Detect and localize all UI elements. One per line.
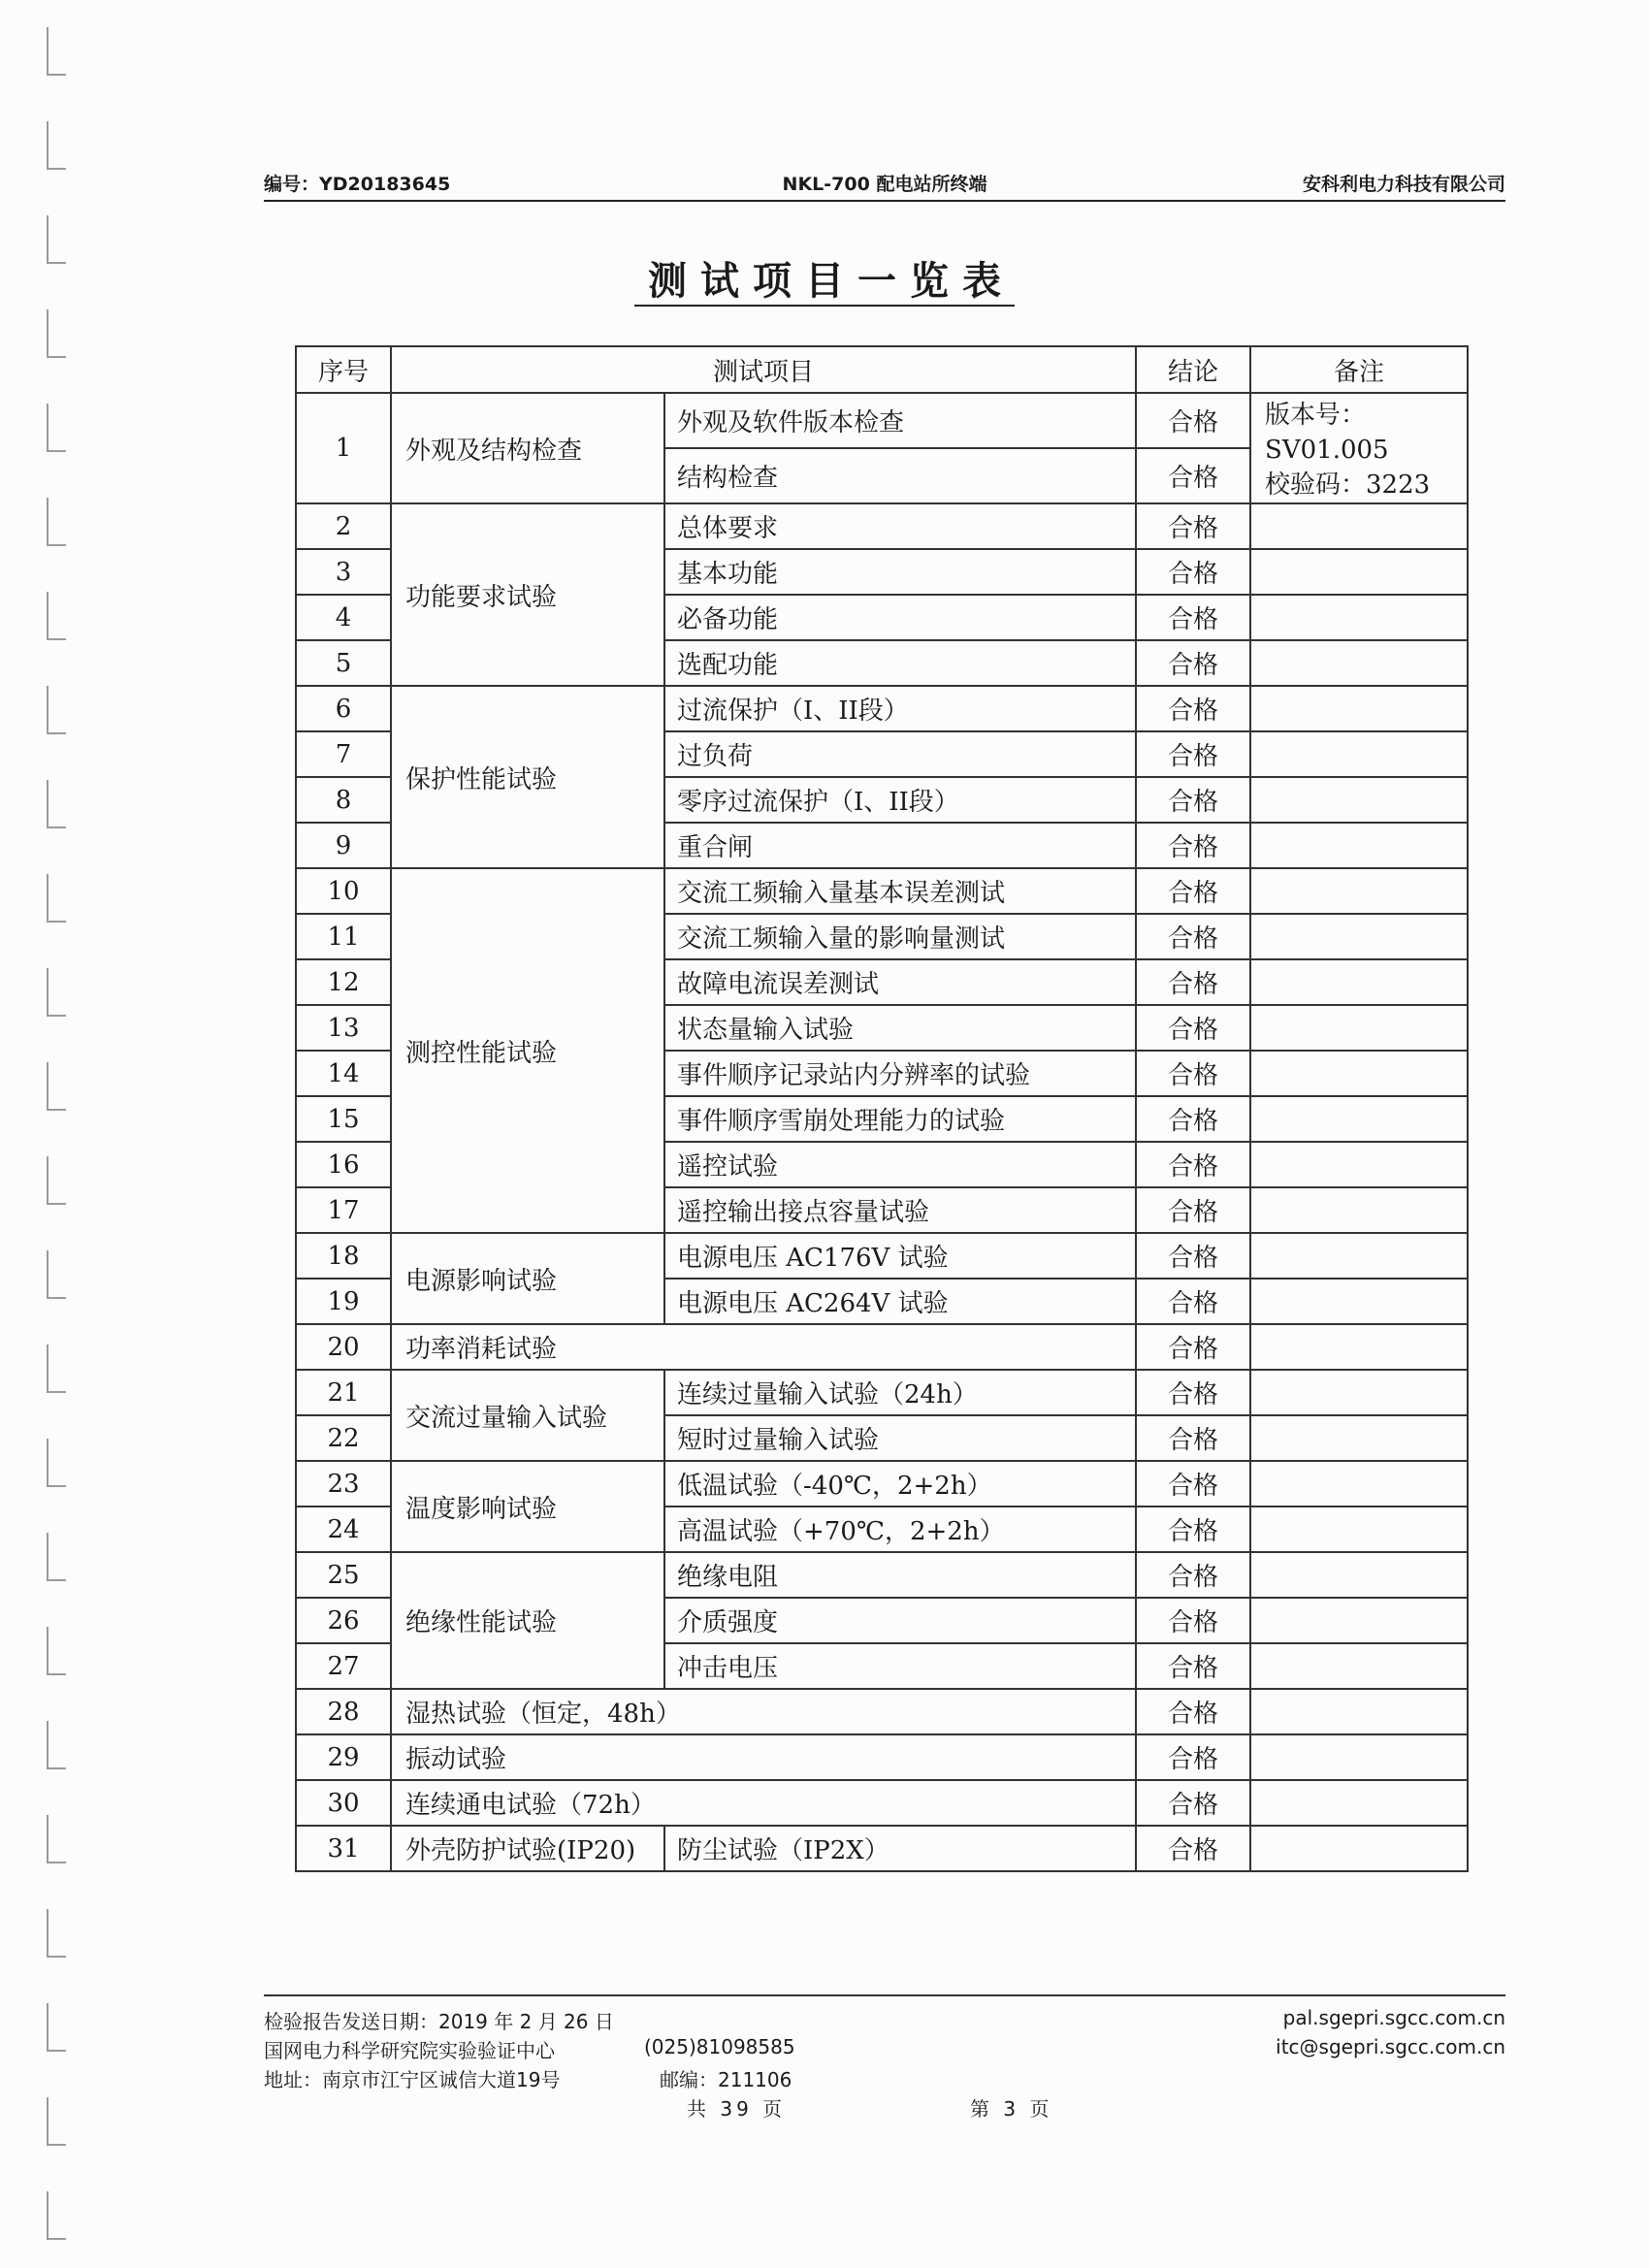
result-cell: 合格 [1136, 1187, 1250, 1233]
remark-cell [1250, 1142, 1468, 1187]
lab-name: 国网电力科学研究院实验验证中心 [264, 2039, 555, 2062]
table-row [296, 1370, 1468, 1415]
table-row [296, 1734, 1468, 1780]
row-number: 26 [296, 1598, 391, 1643]
total-pages: 共 39 页 [687, 2097, 787, 2121]
binding-mark [47, 27, 66, 76]
result-cell: 合格 [1136, 1279, 1250, 1324]
test-subitem: 防尘试验（IP2X） [664, 1826, 1136, 1871]
row-number: 30 [296, 1780, 391, 1826]
row-number: 11 [296, 914, 391, 959]
page-title: 测试项目一览表 [0, 250, 1649, 306]
test-subitem: 选配功能 [664, 640, 1136, 686]
test-subitem: 过负荷 [664, 731, 1136, 777]
page-number: 第 3 页 [970, 2097, 1053, 2121]
row-number: 1 [296, 393, 391, 503]
row-number: 20 [296, 1324, 391, 1370]
result-cell: 合格 [1136, 1005, 1250, 1051]
result-cell: 合格 [1136, 1096, 1250, 1142]
result-cell: 合格 [1136, 549, 1250, 595]
send-date: 检验报告发送日期：2019 年 2 月 26 日 [264, 2010, 614, 2033]
result-cell: 合格 [1136, 823, 1250, 868]
result-cell: 合格 [1136, 1461, 1250, 1507]
remark-cell [1250, 393, 1468, 503]
test-group: 电源影响试验 [391, 1233, 664, 1324]
test-group: 湿热试验（恒定，48h） [391, 1689, 1136, 1734]
lab-website[interactable]: pal.sgepri.sgcc.com.cn [1282, 2006, 1505, 2029]
remark-cell [1250, 1826, 1468, 1871]
table-row [296, 1689, 1468, 1734]
remark-line: 校验码：3223 [1265, 470, 1431, 500]
table-row [296, 1233, 1468, 1279]
row-number: 4 [296, 595, 391, 640]
test-group: 外壳防护试验(IP20) [391, 1826, 664, 1871]
lab-phone: (025)81098585 [644, 2035, 795, 2058]
test-subitem: 事件顺序记录站内分辨率的试验 [664, 1051, 1136, 1096]
test-group: 绝缘性能试验 [391, 1552, 664, 1689]
remark-cell [1250, 686, 1468, 731]
row-number: 24 [296, 1507, 391, 1552]
remark-cell [1250, 1780, 1468, 1826]
remark-line: 版本号： [1265, 401, 1367, 430]
test-group: 振动试验 [391, 1734, 1136, 1780]
remark-cell [1250, 1096, 1468, 1142]
row-number: 9 [296, 823, 391, 868]
table-row [296, 1780, 1468, 1826]
result-cell: 合格 [1136, 731, 1250, 777]
result-cell: 合格 [1136, 1780, 1250, 1826]
result-cell: 合格 [1136, 686, 1250, 731]
remark-cell [1250, 1051, 1468, 1096]
row-number: 16 [296, 1142, 391, 1187]
result-cell: 合格 [1136, 959, 1250, 1005]
lab-email[interactable]: itc@sgepri.sgcc.com.cn [1276, 2035, 1505, 2058]
row-number: 3 [296, 549, 391, 595]
remark-cell [1250, 1552, 1468, 1598]
test-subitem: 重合闸 [664, 823, 1136, 868]
test-subitem: 绝缘电阻 [664, 1552, 1136, 1598]
binding-margin [47, 0, 70, 2268]
binding-mark [47, 2191, 66, 2240]
remark-cell [1250, 1598, 1468, 1643]
test-subitem: 外观及软件版本检查 [664, 393, 1136, 448]
test-subitem: 零序过流保护（I、II段） [664, 777, 1136, 823]
test-group: 测控性能试验 [391, 868, 664, 1233]
table-row [296, 393, 1468, 448]
binding-mark [47, 404, 66, 452]
remark-line: SV01.005 [1265, 436, 1389, 465]
row-number: 12 [296, 959, 391, 1005]
table-row [296, 1552, 1468, 1598]
test-group: 功率消耗试验 [391, 1324, 1136, 1370]
table-row [296, 1324, 1468, 1370]
binding-mark [47, 1250, 66, 1299]
result-cell: 合格 [1136, 914, 1250, 959]
test-subitem: 遥控输出接点容量试验 [664, 1187, 1136, 1233]
binding-mark [47, 968, 66, 1017]
lab-address: 地址：南京市江宁区诚信大道19号 [264, 2068, 561, 2091]
test-subitem: 高温试验（+70℃，2+2h） [664, 1507, 1136, 1552]
test-group: 外观及结构检查 [391, 393, 664, 503]
remark-cell [1250, 1734, 1468, 1780]
result-cell: 合格 [1136, 1233, 1250, 1279]
test-group: 交流过量输入试验 [391, 1370, 664, 1461]
row-number: 18 [296, 1233, 391, 1279]
row-number: 19 [296, 1279, 391, 1324]
binding-mark [47, 1156, 66, 1205]
test-subitem: 总体要求 [664, 503, 1136, 549]
row-number: 15 [296, 1096, 391, 1142]
result-cell: 合格 [1136, 1051, 1250, 1096]
col-header-remark: 备注 [1250, 346, 1468, 393]
col-header-result: 结论 [1136, 346, 1250, 393]
result-cell: 合格 [1136, 1324, 1250, 1370]
row-number: 21 [296, 1370, 391, 1415]
remark-cell [1250, 1279, 1468, 1324]
lab-postcode: 邮编：211106 [660, 2068, 792, 2091]
test-subitem: 结构检查 [664, 448, 1136, 503]
row-number: 14 [296, 1051, 391, 1096]
result-cell: 合格 [1136, 595, 1250, 640]
test-subitem: 遥控试验 [664, 1142, 1136, 1187]
row-number: 22 [296, 1415, 391, 1461]
test-subitem: 交流工频输入量的影响量测试 [664, 914, 1136, 959]
binding-mark [47, 1815, 66, 1863]
remark-cell [1250, 1005, 1468, 1051]
remark-cell [1250, 1507, 1468, 1552]
binding-mark [47, 780, 66, 828]
test-subitem: 过流保护（I、II段） [664, 686, 1136, 731]
test-subitem: 冲击电压 [664, 1643, 1136, 1689]
remark-cell [1250, 777, 1468, 823]
test-group: 保护性能试验 [391, 686, 664, 868]
table-row [296, 503, 1468, 549]
result-cell: 合格 [1136, 503, 1250, 549]
result-cell: 合格 [1136, 1552, 1250, 1598]
test-group: 温度影响试验 [391, 1461, 664, 1552]
result-cell: 合格 [1136, 1370, 1250, 1415]
result-cell: 合格 [1136, 448, 1250, 503]
remark-cell [1250, 914, 1468, 959]
binding-mark [47, 121, 66, 170]
result-cell: 合格 [1136, 1142, 1250, 1187]
remark-cell [1250, 868, 1468, 914]
row-number: 8 [296, 777, 391, 823]
binding-mark [47, 592, 66, 640]
row-number: 27 [296, 1643, 391, 1689]
binding-mark [47, 2097, 66, 2146]
result-cell: 合格 [1136, 1598, 1250, 1643]
binding-mark [47, 1062, 66, 1111]
test-subitem: 故障电流误差测试 [664, 959, 1136, 1005]
report-number: 编号：YD20183645 [264, 174, 451, 195]
binding-mark [47, 874, 66, 923]
row-number: 2 [296, 503, 391, 549]
company-name: 安科利电力科技有限公司 [1302, 174, 1505, 195]
test-subitem: 电源电压 AC264V 试验 [664, 1279, 1136, 1324]
binding-mark [47, 1533, 66, 1581]
result-cell: 合格 [1136, 1689, 1250, 1734]
result-cell: 合格 [1136, 868, 1250, 914]
test-subitem: 事件顺序雪崩处理能力的试验 [664, 1096, 1136, 1142]
remark-cell [1250, 1187, 1468, 1233]
table-row [296, 1461, 1468, 1507]
row-number: 5 [296, 640, 391, 686]
row-number: 28 [296, 1689, 391, 1734]
binding-mark [47, 498, 66, 546]
remark-cell [1250, 1233, 1468, 1279]
test-group: 功能要求试验 [391, 503, 664, 686]
test-subitem: 基本功能 [664, 549, 1136, 595]
row-number: 31 [296, 1826, 391, 1871]
binding-mark [47, 1721, 66, 1769]
product-name: NKL-700 配电站所终端 [782, 174, 987, 195]
binding-mark [47, 686, 66, 734]
test-subitem: 介质强度 [664, 1598, 1136, 1643]
result-cell: 合格 [1136, 393, 1250, 448]
binding-mark [47, 1909, 66, 1958]
result-cell: 合格 [1136, 1826, 1250, 1871]
binding-mark [47, 1439, 66, 1487]
table-header-row [296, 346, 1468, 393]
row-number: 10 [296, 868, 391, 914]
remark-cell [1250, 1689, 1468, 1734]
result-cell: 合格 [1136, 1734, 1250, 1780]
page-footer [264, 1994, 1505, 2121]
table-row [296, 868, 1468, 914]
remark-cell [1250, 1415, 1468, 1461]
binding-mark [47, 2003, 66, 2052]
test-subitem: 交流工频输入量基本误差测试 [664, 868, 1136, 914]
result-cell: 合格 [1136, 1415, 1250, 1461]
test-subitem: 低温试验（-40℃，2+2h） [664, 1461, 1136, 1507]
row-number: 29 [296, 1734, 391, 1780]
table-row [296, 1826, 1468, 1871]
remark-cell [1250, 959, 1468, 1005]
remark-cell [1250, 1324, 1468, 1370]
binding-mark [47, 1345, 66, 1393]
col-header-item: 测试项目 [391, 346, 1136, 393]
remark-cell [1250, 595, 1468, 640]
remark-cell [1250, 1461, 1468, 1507]
remark-cell [1250, 503, 1468, 549]
remark-cell [1250, 640, 1468, 686]
remark-cell [1250, 549, 1468, 595]
col-header-no: 序号 [296, 346, 391, 393]
result-cell: 合格 [1136, 777, 1250, 823]
row-number: 25 [296, 1552, 391, 1598]
result-cell: 合格 [1136, 1643, 1250, 1689]
test-subitem: 必备功能 [664, 595, 1136, 640]
test-group: 连续通电试验（72h） [391, 1780, 1136, 1826]
remark-cell [1250, 1643, 1468, 1689]
row-number: 7 [296, 731, 391, 777]
page-header [264, 171, 1505, 202]
binding-mark [47, 1627, 66, 1675]
test-subitem: 连续过量输入试验（24h） [664, 1370, 1136, 1415]
remark-cell [1250, 1370, 1468, 1415]
binding-mark [47, 309, 66, 358]
row-number: 13 [296, 1005, 391, 1051]
test-items-table [295, 345, 1469, 1872]
row-number: 6 [296, 686, 391, 731]
test-subitem: 电源电压 AC176V 试验 [664, 1233, 1136, 1279]
result-cell: 合格 [1136, 1507, 1250, 1552]
remark-cell [1250, 823, 1468, 868]
remark-cell [1250, 731, 1468, 777]
row-number: 17 [296, 1187, 391, 1233]
result-cell: 合格 [1136, 640, 1250, 686]
table-row [296, 686, 1468, 731]
row-number: 23 [296, 1461, 391, 1507]
test-subitem: 短时过量输入试验 [664, 1415, 1136, 1461]
test-subitem: 状态量输入试验 [664, 1005, 1136, 1051]
